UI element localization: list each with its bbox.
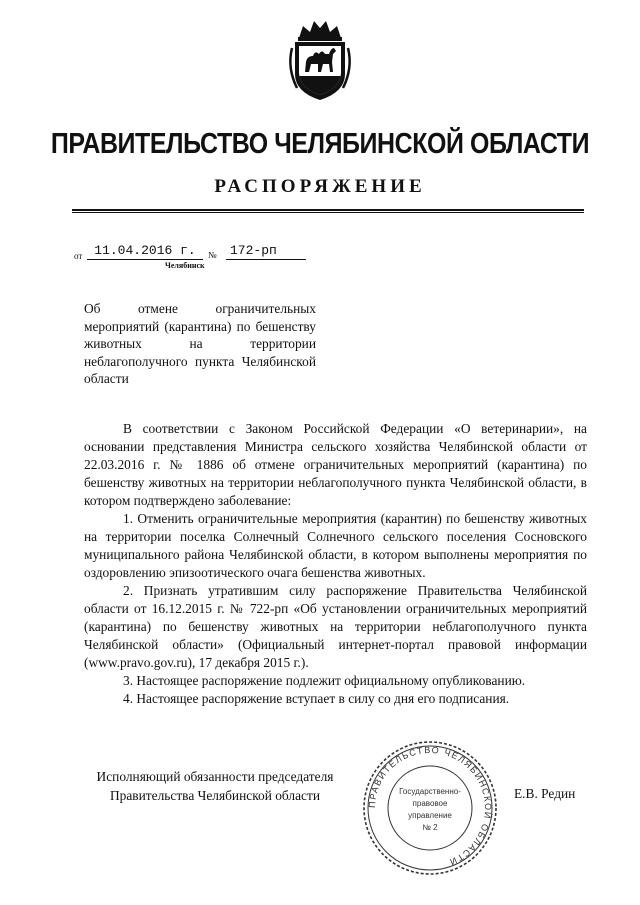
preamble-paragraph: В соответствии с Законом Российской Федерации «О ветеринарии», на основании представления Министра сельского хозяйства Челябинской области от 22.03.2016 г. № 1886 об отмене ограничительных мероприятий (карантина) по бешенству животных на территории неблагополучного пункта Челябинской области, в котором подтверждено заболевание:	[84, 421, 587, 508]
signer-position: Исполняющий обязанности председателя Правительства Челябинской области	[96, 769, 334, 803]
from-label: от	[74, 251, 83, 261]
city-label: Челябинск	[165, 261, 205, 270]
header-divider-thin	[72, 212, 584, 213]
stamp-line-1: Государственно-	[399, 787, 461, 796]
stamp-line-2: правовое	[412, 799, 448, 808]
document-type-title: РАСПОРЯЖЕНИЕ	[214, 176, 426, 197]
header-divider	[72, 209, 584, 211]
clause-1: 1. Отменить ограничительные мероприятия (карантин) по бешенству животных на территории поселка Солнечный Солнечного сельского поселения Сосновского муниципального района Челябинской области, в котором выполнены мероприятия по оздоровлению эпизоотического очага бешенства животных.	[84, 511, 587, 580]
document-number: 172-рп	[226, 242, 306, 260]
government-title: ПРАВИТЕЛЬСТВО ЧЕЛЯБИНСКОЙ ОБЛАСТИ	[50, 128, 590, 160]
signer-name: Е.В. Редин	[514, 786, 576, 801]
chelyabinsk-coat-of-arms-icon	[283, 18, 357, 102]
document-body	[84, 420, 587, 708]
stamp-line-3: управление	[408, 811, 452, 820]
document-date: 11.04.2016 г.	[87, 242, 203, 260]
number-label: №	[208, 250, 217, 260]
clause-4: 4. Настоящее распоряжение вступает в силу со дня его подписания.	[123, 691, 510, 706]
stamp-line-4: № 2	[422, 823, 438, 832]
clause-2: 2. Признать утратившим силу распоряжение Правительства Челябинской области от 16.12.2015 г. № 722-рп «Об установлении ограничительных мероприятий (карантина) по бешенству животных на территории неблагополучного пункта Челябинской области» (Официальный интернет-портал правовой информации (www.pravo.gov.ru), 17 декабря 2015 г.).	[84, 583, 587, 670]
stamp-outer-text: ПРАВИТЕЛЬСТВО ЧЕЛЯБИНСКОЙ ОБЛАСТИ	[366, 744, 494, 868]
document-subject: Об отмене ограничительных мероприятий (карантина) по бешенству животных на территории неблагополучного пункта Челябинской области	[84, 301, 316, 386]
official-stamp-seal	[360, 738, 500, 878]
clause-3: 3. Настоящее распоряжение подлежит официальному опубликованию.	[123, 673, 526, 688]
